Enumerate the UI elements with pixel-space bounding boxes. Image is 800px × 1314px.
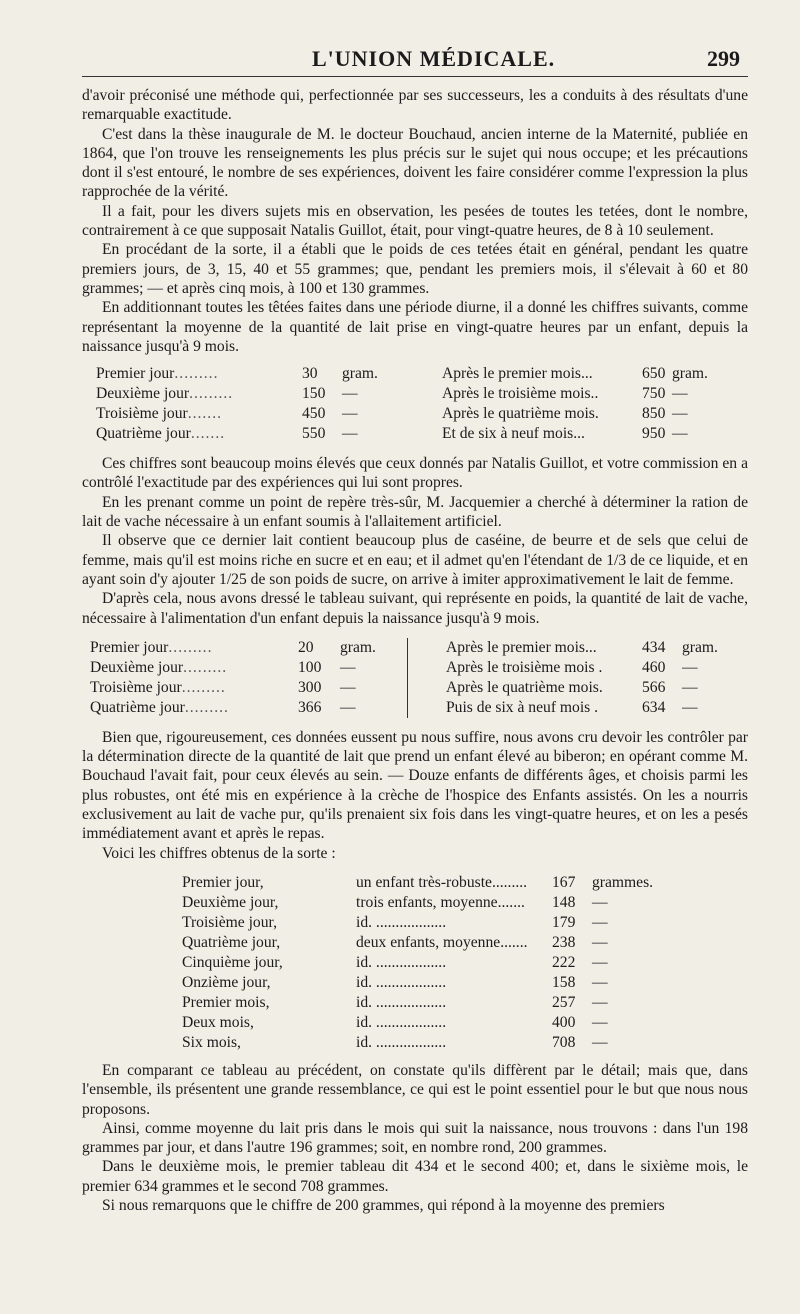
row-unit: — bbox=[592, 973, 608, 991]
paragraph: Bien que, rigoureusement, ces données eussent pu nous suffire, nous avons cru devoir les contrôler par la détermination directe de la quantité de lait que prend un enfant élevé au biberon; en opérant comme M. Bouchaud l'avait fait, pour ceux élevés au sein. — Douze enfants de différents âges, et choisis parmi les plus robustes, ont été mis en expérience à la crèche de l'hospice des Enfants assistés. On les a nourris exclusivement au lait de vache pur, qu'ils prenaient six fois dans les vingt-quatre heures, et on les a pesés immédiatement avant et après le repas. bbox=[82, 728, 748, 843]
paragraph: En additionnant toutes les têtées faites dans une période diurne, il a donné les chiffres suivants, comme représentant la moyenne de la quantité de lait prise en vingt-quatre heures par un enfant, depuis la naissance jusqu'à 9 mois. bbox=[82, 299, 748, 355]
paragraph: Ainsi, comme moyenne du lait pris dans le mois qui suit la naissance, nous trouvons : dans l'un 198 grammes par jour, et dans l'autre 196 grammes; soit, en nombre rond, 200 grammes. bbox=[82, 1119, 748, 1157]
leader-dots: ......... bbox=[189, 385, 234, 403]
table-row bbox=[82, 698, 748, 718]
row-detail: deux enfants, moyenne....... bbox=[356, 933, 528, 951]
row-unit: gram. bbox=[342, 365, 378, 383]
row-label: Six mois, bbox=[182, 1033, 241, 1051]
row-label: Premier jour bbox=[90, 638, 169, 656]
row-unit: — bbox=[340, 658, 356, 676]
row-unit: grammes. bbox=[592, 873, 654, 891]
row-value: 400 bbox=[552, 1013, 576, 1031]
row-value: 222 bbox=[552, 953, 576, 971]
table-row bbox=[82, 404, 748, 424]
table-row bbox=[82, 384, 748, 404]
row-value-right: 650 bbox=[642, 365, 666, 383]
row-unit-right: — bbox=[672, 425, 688, 443]
article-body bbox=[82, 86, 748, 1215]
row-label-right: Après le premier mois... bbox=[442, 365, 593, 383]
table-row bbox=[82, 658, 748, 678]
table-row bbox=[82, 678, 748, 698]
row-unit: gram. bbox=[340, 638, 376, 656]
paragraph: C'est dans la thèse inaugurale de M. le docteur Bouchaud, ancien interne de la Maternité, publiée en 1864, que l'on trouve les renseignements les plus précis sur le sujet qui nous occupe; et les précautions dont il s'est entouré, le nombre de ses expériences, doivent les faire considérer comme l'expression la plus rapprochée de la vérité. bbox=[82, 125, 748, 201]
table-cow-milk-ration bbox=[82, 638, 748, 722]
row-value-right: 750 bbox=[642, 385, 666, 403]
row-detail: id. .................. bbox=[356, 913, 447, 931]
row-label: Premier jour, bbox=[182, 873, 264, 891]
row-detail: id. .................. bbox=[356, 953, 447, 971]
row-value-right: 634 bbox=[642, 698, 666, 716]
row-label-right: Après le troisième mois . bbox=[446, 658, 603, 676]
row-value: 167 bbox=[552, 873, 576, 891]
row-label-right: Après le quatrième mois. bbox=[442, 405, 599, 423]
leader-dots: ....... bbox=[190, 425, 226, 443]
leader-dots: ......... bbox=[184, 698, 229, 716]
row-detail: id. .................. bbox=[356, 1013, 447, 1031]
row-value: 158 bbox=[552, 973, 576, 991]
paragraph: d'avoir préconisé une méthode qui, perfectionnée par ses successeurs, les a conduits à des résultats d'une remarquable exactitude. bbox=[82, 87, 748, 124]
leader-dots: ......... bbox=[168, 638, 213, 656]
row-unit: — bbox=[340, 698, 356, 716]
row-label-right: Et de six à neuf mois... bbox=[442, 425, 585, 443]
journal-title: L'UNION MÉDICALE. bbox=[312, 46, 556, 71]
row-label-right: Puis de six à neuf mois . bbox=[446, 698, 599, 716]
row-detail: id. .................. bbox=[356, 973, 447, 991]
row-value: 30 bbox=[302, 365, 318, 383]
row-label: Quatrième jour, bbox=[182, 933, 281, 951]
row-unit: — bbox=[342, 405, 358, 423]
row-label: Premier jour bbox=[96, 365, 175, 383]
row-label: Troisième jour, bbox=[182, 913, 277, 931]
row-unit: — bbox=[592, 993, 608, 1011]
table-row bbox=[82, 1033, 748, 1053]
table-bottle-fed-measurements bbox=[82, 873, 748, 1053]
paragraph: Il observe que ce dernier lait contient beaucoup plus de caséine, de beurre et de sels que celui de femme, mais qu'il est moins riche en sucre et en eau; et il admet qu'en l'étendant de 1/3 de ce liquide, et en ayant soin d'y ajouter 1/25 de son poids de sucre, on arrive à imiter approximativement le lait de femme. bbox=[82, 532, 748, 588]
row-value-right: 566 bbox=[642, 678, 666, 696]
row-unit: — bbox=[592, 1013, 608, 1031]
paragraph: Dans le deuxième mois, le premier tableau dit 434 et le second 400; et, dans le sixième mois, le premier 634 grammes et le second 708 grammes. bbox=[82, 1158, 748, 1195]
row-value: 150 bbox=[302, 385, 326, 403]
table-row bbox=[82, 1013, 748, 1033]
row-unit-right: — bbox=[672, 385, 688, 403]
row-detail: id. .................. bbox=[356, 1033, 447, 1051]
page-header bbox=[82, 44, 748, 77]
row-label: Deuxième jour bbox=[96, 385, 190, 403]
paragraph: Ces chiffres sont beaucoup moins élevés que ceux donnés par Natalis Guillot, et votre commission en a contrôlé l'exactitude par des expériences qui lui sont propres. bbox=[82, 455, 748, 492]
row-label-right: Après le troisième mois.. bbox=[442, 385, 599, 403]
row-label: Premier mois, bbox=[182, 993, 270, 1011]
row-label: Troisième jour bbox=[96, 405, 188, 423]
row-label: Cinquième jour, bbox=[182, 953, 283, 971]
paragraph: En comparant ce tableau au précédent, on constate qu'ils diffèrent par le détail; mais que, dans l'ensemble, ils présentent une grande ressemblance, ce qui est le point essentiel pour le but que nous nous proposons. bbox=[82, 1061, 748, 1118]
table-row bbox=[82, 638, 748, 658]
table-row bbox=[82, 993, 748, 1013]
row-detail: un enfant très-robuste......... bbox=[356, 873, 528, 891]
leader-dots: ......... bbox=[181, 678, 226, 696]
table-row bbox=[82, 424, 748, 444]
row-detail: id. .................. bbox=[356, 993, 447, 1011]
row-unit-right: — bbox=[682, 678, 698, 696]
row-label: Deux mois, bbox=[182, 1013, 254, 1031]
page-number: 299 bbox=[707, 46, 740, 71]
row-detail: trois enfants, moyenne....... bbox=[356, 893, 525, 911]
paragraph: D'après cela, nous avons dressé le tableau suivant, qui représente en poids, la quantité de lait de vache, nécessaire à l'alimentation d'un enfant depuis la naissance jusqu'à 9 mois. bbox=[82, 590, 748, 627]
row-label: Onzième jour, bbox=[182, 973, 271, 991]
row-label-right: Après le quatrième mois. bbox=[446, 678, 603, 696]
table-row bbox=[82, 973, 748, 993]
row-unit: — bbox=[342, 425, 358, 443]
row-value: 238 bbox=[552, 933, 576, 951]
row-unit-right: gram. bbox=[672, 365, 708, 383]
table-row bbox=[82, 893, 748, 913]
row-value-right: 850 bbox=[642, 405, 666, 423]
table-row bbox=[82, 873, 748, 893]
row-unit: — bbox=[592, 1033, 608, 1051]
row-value: 179 bbox=[552, 913, 576, 931]
leader-dots: ....... bbox=[187, 405, 222, 423]
row-unit-right: gram. bbox=[682, 638, 718, 656]
row-unit-right: — bbox=[682, 658, 698, 676]
row-label: Quatrième jour bbox=[96, 425, 191, 443]
row-label: Quatrième jour bbox=[90, 698, 185, 716]
row-unit: — bbox=[340, 678, 356, 696]
row-value: 300 bbox=[298, 678, 322, 696]
leader-dots: ......... bbox=[183, 658, 228, 676]
paragraph: Voici les chiffres obtenus de la sorte : bbox=[102, 844, 336, 862]
table-breastfeeding-averages bbox=[82, 364, 748, 448]
row-unit-right: — bbox=[682, 698, 698, 716]
row-unit: — bbox=[592, 953, 608, 971]
table-row bbox=[82, 364, 748, 384]
paragraph: En procédant de la sorte, il a établi que le poids de ces tetées était en général, pendant les quatre premiers jours, de 3, 15, 40 et 55 grammes; que, pendant les premiers mois, il s'élevait à 60 et 80 grammes; — et après cinq mois, à 100 et 130 grammes. bbox=[82, 241, 748, 297]
row-label: Troisième jour bbox=[90, 678, 182, 696]
paragraph: En les prenant comme un point de repère très-sûr, M. Jacquemier a cherché à déterminer la ration de lait de vache nécessaire à un enfant soumis à l'allaitement artificiel. bbox=[82, 493, 748, 531]
row-label: Deuxième jour bbox=[90, 658, 184, 676]
leader-dots: ......... bbox=[174, 365, 219, 383]
row-value: 366 bbox=[298, 698, 322, 716]
row-value: 550 bbox=[302, 425, 326, 443]
row-value-right: 950 bbox=[642, 425, 666, 443]
table-row bbox=[82, 913, 748, 933]
row-unit: — bbox=[592, 913, 608, 931]
row-value: 450 bbox=[302, 405, 326, 423]
row-value: 148 bbox=[552, 893, 576, 911]
paragraph: Si nous remarquons que le chiffre de 200 grammes, qui répond à la moyenne des premiers bbox=[102, 1196, 665, 1214]
row-label-right: Après le premier mois... bbox=[446, 638, 597, 656]
row-value: 257 bbox=[552, 993, 576, 1011]
table-row bbox=[82, 953, 748, 973]
row-unit: — bbox=[592, 933, 608, 951]
row-value: 20 bbox=[298, 638, 314, 656]
row-unit: — bbox=[342, 385, 358, 403]
row-value-right: 460 bbox=[642, 658, 666, 676]
row-value: 708 bbox=[552, 1033, 576, 1051]
row-unit-right: — bbox=[672, 405, 688, 423]
row-unit: — bbox=[592, 893, 608, 911]
table-row bbox=[82, 933, 748, 953]
paragraph: Il a fait, pour les divers sujets mis en observation, les pesées de toutes les tetées, dont le nombre, contrairement à ce que supposait Natalis Guillot, était, pour vingt-quatre heures, de 8 à 10 seulement. bbox=[82, 202, 748, 240]
row-value: 100 bbox=[298, 658, 322, 676]
row-label: Deuxième jour, bbox=[182, 893, 279, 911]
row-value-right: 434 bbox=[642, 638, 666, 656]
